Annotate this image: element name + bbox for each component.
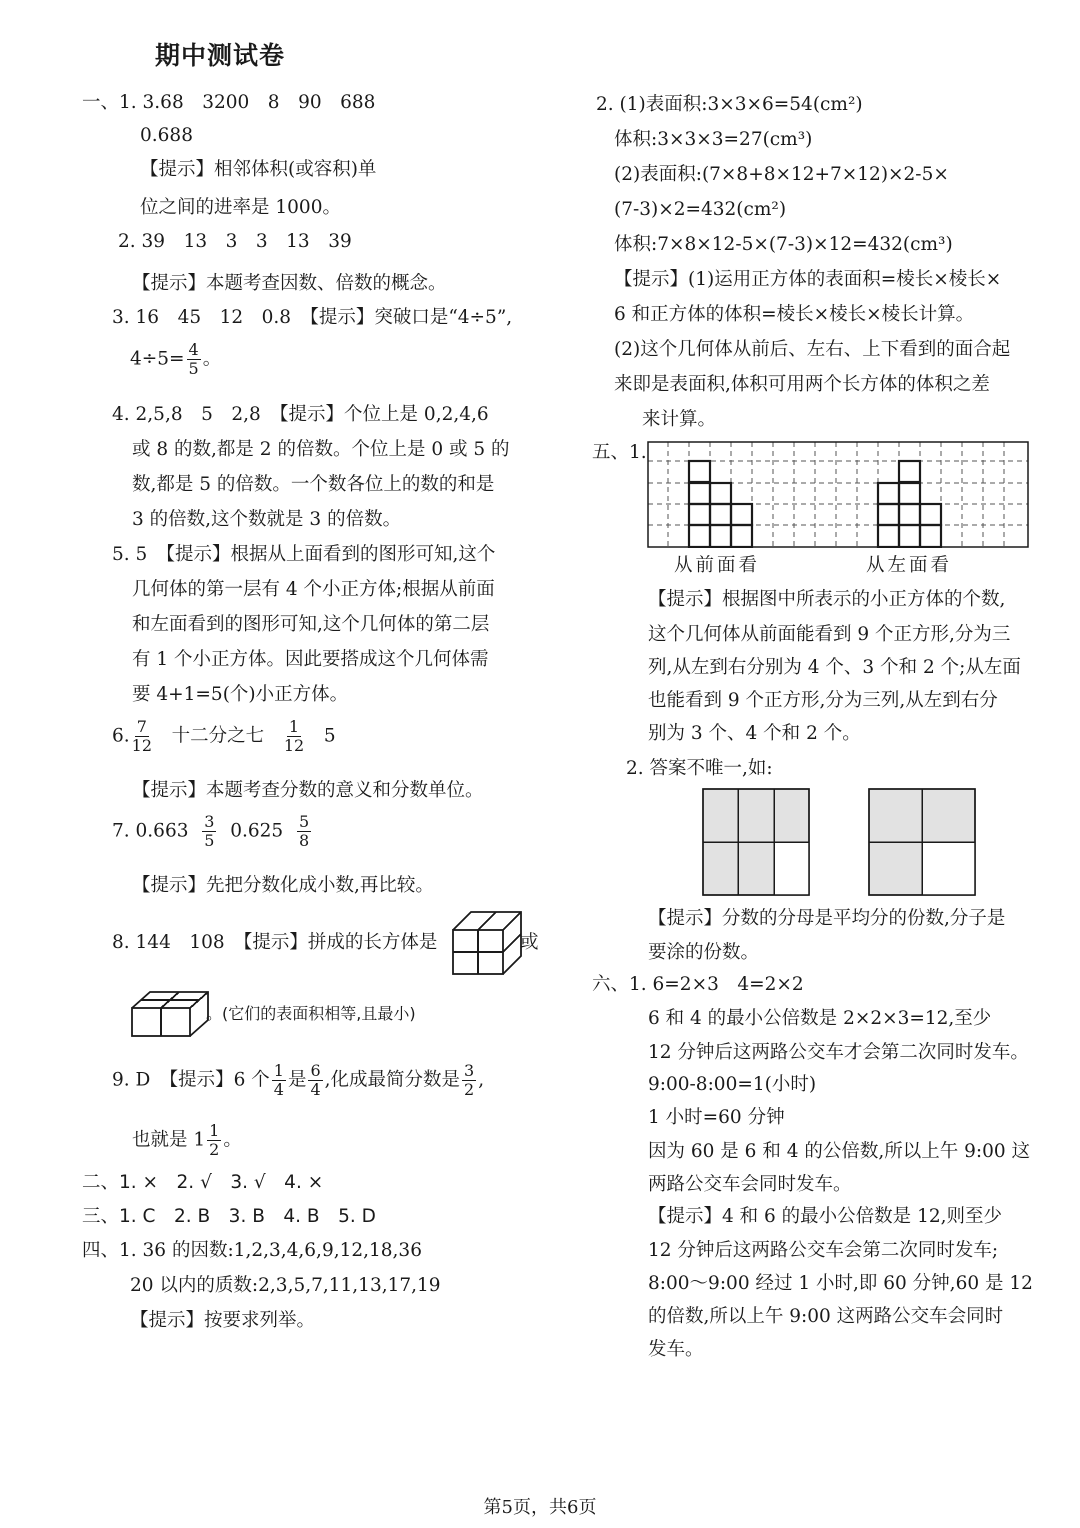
- hint-1-1-cont: 位之间的进率是 1000。: [140, 197, 341, 218]
- answer-1-9-cont: 也就是 1 $\frac{1}{2}$ 。: [132, 1121, 242, 1159]
- hint-4-2-line1: 【提示】(1)运用正方体的表面积=棱长×棱长×: [614, 269, 1002, 290]
- hint-1-4-line2: 或 8 的数,都是 2 的倍数。个位上是 0 或 5 的: [132, 439, 510, 460]
- hint-1-4-line4: 3 的倍数,这个数就是 3 的倍数。: [132, 509, 402, 530]
- answer-5-2: 2. 答案不唯一,如:: [626, 758, 773, 779]
- answer-4-2-2-volume: 体积:7×8×12-5×(7-3)×12=432(cm³): [614, 234, 953, 255]
- hint-4-2-line2: 6 和正方体的体积=棱长×棱长×棱长计算。: [614, 304, 975, 325]
- answer-1-9: 9. D 【提示】6 个 $\frac{1}{4}$ 是 $\frac{6}{4}$ ,化成最简分数是 $\frac{3}{2}$ ,: [112, 1061, 485, 1099]
- answer-4-2-2-cont: (7-3)×2=432(cm²): [614, 199, 787, 220]
- fraction: $\frac{3}{5}$: [204, 812, 215, 850]
- answer-1-8: 8. 144 108 【提示】拼成的长方体是: [112, 932, 438, 953]
- hint-4-2-line4: 来即是表面积,体积可用两个长方体的体积之差: [614, 374, 990, 395]
- cuboid-figure-flat: [130, 990, 210, 1038]
- page-number: 第5页，共6页: [483, 1497, 597, 1518]
- hint-1-6: 【提示】本题考查分数的意义和分数单位。: [132, 780, 484, 801]
- fraction: $\frac{1}{4}$: [273, 1061, 284, 1099]
- hint-5-1-line3: 列,从左到右分别为 4 个、3 个和 2 个;从左面: [648, 657, 1021, 678]
- answer-1-6: 6. $\frac{7}{12}$ 十二分之七 $\frac{1}{12}$ 5: [112, 717, 336, 755]
- fraction: $\frac{3}{2}$: [464, 1061, 475, 1099]
- answer-4-2-1: 2. (1)表面积:3×3×6=54(cm²): [596, 94, 863, 115]
- fraction: $\frac{6}{4}$: [310, 1061, 321, 1099]
- hint-5-2-line1: 【提示】分数的分母是平均分的份数,分子是: [648, 908, 1006, 929]
- answer-6-1-line6: 因为 60 是 6 和 4 的公倍数,所以上午 9:00 这: [648, 1141, 1031, 1162]
- cuboid-figure-tall: [451, 908, 523, 976]
- answer-1-8-note: 。(它们的表面积相等,且最小): [206, 1004, 416, 1023]
- hint-5-1-line5: 别为 3 个、4 个和 2 个。: [648, 723, 861, 744]
- answer-1-1-cont: 0.688: [140, 125, 193, 146]
- page-title: 期中测试卷: [155, 41, 286, 70]
- fraction: $\frac{1}{12}$: [283, 717, 305, 755]
- fraction: $\frac{5}{8}$: [298, 812, 310, 850]
- hint-6-1-line3: 8:00～9:00 经过 1 小时,即 60 分钟,60 是 12: [648, 1273, 1033, 1294]
- hint-4-2-line3: (2)这个几何体从前后、左右、上下看到的面合起: [614, 339, 1011, 360]
- section-3-answers: 三、1. C 2. B 3. B 4. B 5. D: [82, 1206, 376, 1227]
- answer-6-1-line4: 9:00-8:00=1(小时): [648, 1074, 817, 1095]
- fraction-square-sixths: [702, 788, 810, 896]
- section-2-answers: 二、1. × 2. √ 3. √ 4. ×: [82, 1172, 324, 1193]
- section-5-label: 五、1.: [592, 442, 647, 463]
- answer-1-3-cont: 4÷5= $\frac{4}{5}$ 。: [130, 340, 222, 378]
- section-4-answer-1-cont: 20 以内的质数:2,3,5,7,11,13,17,19: [130, 1275, 441, 1296]
- hint-6-1-line5: 发车。: [648, 1339, 704, 1360]
- views-grid-figure: [647, 441, 1029, 548]
- caption-front-view: 从前面看: [674, 555, 761, 576]
- answer-6-1-line3: 12 分钟后这两路公交车才会第二次同时发车。: [648, 1042, 1029, 1063]
- answer-1-3: 3. 16 45 12 0.8 【提示】突破口是“4÷5”,: [112, 307, 513, 328]
- fraction: $\frac{4}{5}$: [188, 340, 199, 378]
- hint-4-2-line5: 来计算。: [642, 409, 717, 430]
- fraction: $\frac{1}{2}$: [209, 1121, 220, 1159]
- hint-1-2: 【提示】本题考查因数、倍数的概念。: [132, 273, 447, 294]
- hint-1-7: 【提示】先把分数化成小数,再比较。: [132, 875, 434, 896]
- section-4-answer-1: 四、1. 36 的因数:1,2,3,4,6,9,12,18,36: [82, 1240, 422, 1261]
- hint-6-1-line1: 【提示】4 和 6 的最小公倍数是 12,则至少: [648, 1206, 1002, 1227]
- hint-5-2-line2: 要涂的份数。: [648, 942, 760, 963]
- hint-5-1-line4: 也能看到 9 个正方形,分为三列,从左到右分: [648, 690, 998, 711]
- answer-6-1-line7: 两路公交车会同时发车。: [648, 1174, 852, 1195]
- answer-1-8-or: 或: [520, 932, 539, 953]
- hint-1-4-line3: 数,都是 5 的倍数。一个数各位上的数的和是: [132, 474, 495, 495]
- answer-1-5: 5. 5 【提示】根据从上面看到的图形可知,这个: [112, 544, 496, 565]
- answer-1-1: 一、1. 3.68 3200 8 90 688: [82, 92, 376, 113]
- fraction-square-quarters: [868, 788, 976, 896]
- hint-1-5-line3: 和左面看到的图形可知,这个几何体的第二层: [132, 614, 490, 635]
- hint-4-1: 【提示】按要求列举。: [130, 1310, 316, 1331]
- answer-4-2-1-volume: 体积:3×3×3=27(cm³): [614, 129, 813, 150]
- answer-1-7: 7. 0.663 $\frac{3}{5}$ 0.625 $\frac{5}{8}$: [112, 812, 310, 850]
- fraction: $\frac{7}{12}$: [131, 717, 153, 755]
- hint-1-5-line2: 几何体的第一层有 4 个小正方体;根据从前面: [132, 579, 495, 600]
- hint-6-1-line4: 的倍数,所以上午 9:00 这两路公交车会同时: [648, 1306, 1004, 1327]
- hint-1-5-line4: 有 1 个小正方体。因此要搭成这个几何体需: [132, 649, 489, 670]
- answer-1-4: 4. 2,5,8 5 2,8 【提示】个位上是 0,2,4,6: [112, 404, 489, 425]
- hint-6-1-line2: 12 分钟后这两路公交车会第二次同时发车;: [648, 1240, 999, 1261]
- hint-1-5-line5: 要 4+1=5(个)小正方体。: [132, 684, 349, 705]
- answer-1-2: 2. 39 13 3 3 13 39: [118, 231, 352, 252]
- answer-6-1-line5: 1 小时=60 分钟: [648, 1107, 785, 1128]
- hint-1-1: 【提示】相邻体积(或容积)单: [140, 159, 377, 180]
- answer-6-1: 六、1. 6=2×3 4=2×2: [592, 974, 804, 995]
- hint-5-1-line2: 这个几何体从前面能看到 9 个正方形,分为三: [648, 624, 1011, 645]
- answer-4-2-2: (2)表面积:(7×8+8×12+7×12)×2-5×: [614, 164, 949, 185]
- caption-left-view: 从左面看: [866, 555, 953, 576]
- answer-6-1-line2: 6 和 4 的最小公倍数是 2×2×3=12,至少: [648, 1008, 992, 1029]
- hint-5-1-line1: 【提示】根据图中所表示的小正方体的个数,: [648, 589, 1006, 610]
